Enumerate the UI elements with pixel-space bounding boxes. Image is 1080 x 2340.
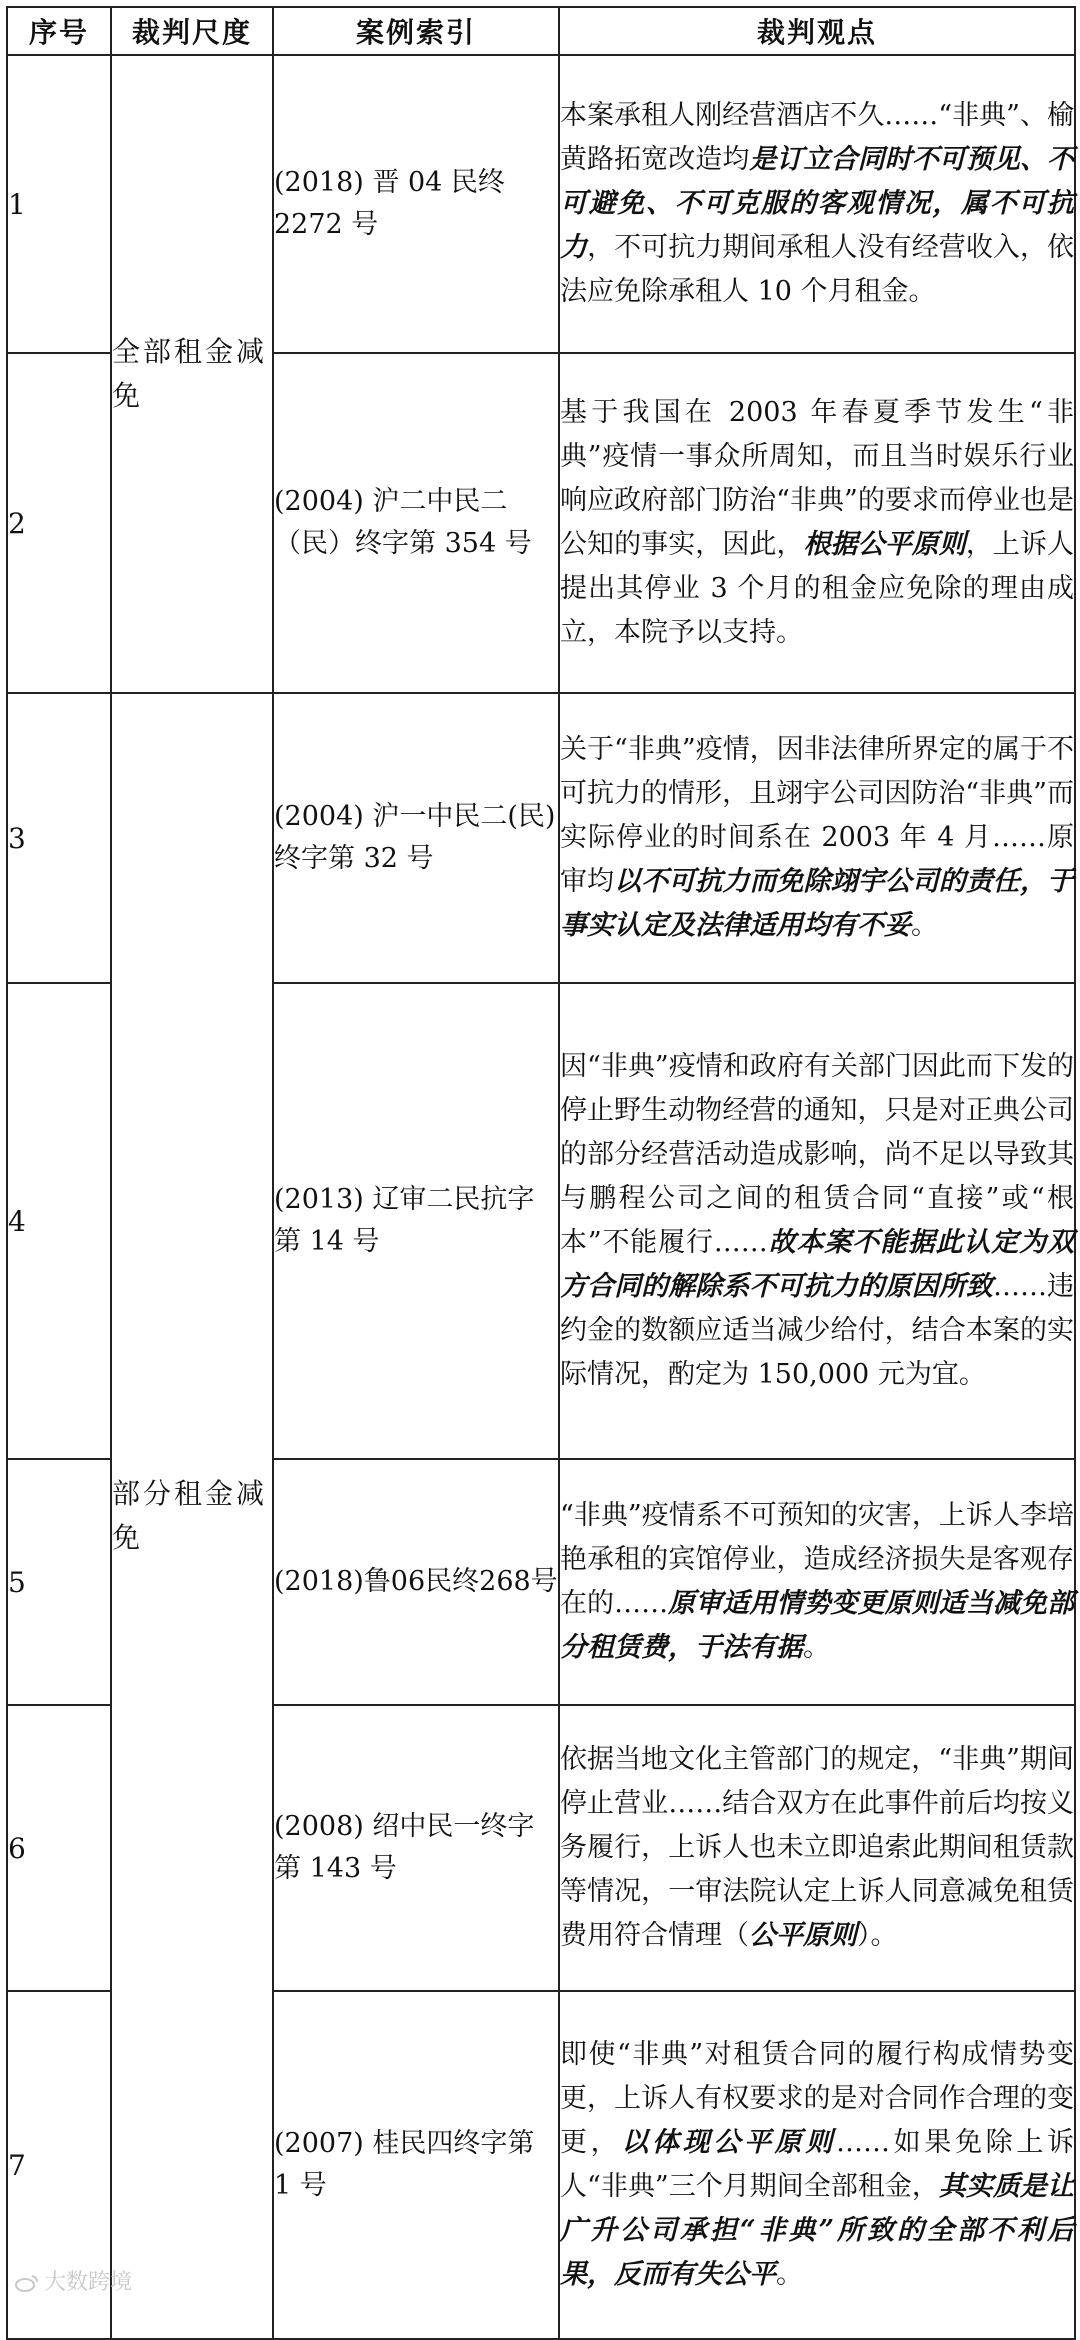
row-number: 6 [7, 1705, 111, 1991]
header-judgment-view: 裁判观点 [559, 7, 1075, 55]
judgment-view-emphasis: 是订立合同时不可预见、不可避免、不可克服的客观情况，属不可抗力 [560, 144, 1075, 263]
judgment-view-text: 关于“非典”疫情，因非法律所界定的属于不可抗力的情形，且翊宇公司因防治“非典”而实际停业的时间系在 2003 年 4 月……原审均 [560, 734, 1074, 897]
judgment-view [559, 1991, 1075, 2339]
case-reference: (2013) 辽审二民抗字第 14 号 [273, 983, 559, 1459]
judgment-view-text: ）。 [857, 1920, 898, 1951]
scale-full-rent-waiver: 全部租金减免 [111, 55, 273, 693]
judgment-view-emphasis: 公平原则 [749, 1920, 857, 1951]
watermark [14, 2265, 132, 2296]
judgment-view-text: 因“非典”疫情和政府有关部门因此而下发的停止野生动物经营的通知，只是对正典公司的部分经营活动造成影响，尚不足以导致其与鹏程公司之间的租赁合同“直接”或“根本”不能履行…… [560, 1051, 1074, 1258]
row-number: 1 [7, 55, 111, 353]
judgment-view-emphasis: 其实质是让广升公司承担“非典”所致的全部不利后果，反而有失公平 [560, 2171, 1075, 2290]
row-number: 4 [7, 983, 111, 1459]
judgment-view-text: ，不可抗力期间承租人没有经营收入，依法应免除承租人 10 个月租金。 [560, 232, 1075, 307]
judgment-view-text: 。 [803, 1632, 830, 1663]
judgment-view-emphasis: 以不可抗力而免除翊宇公司的责任，于事实认定及法律适用均有不妥 [560, 866, 1075, 941]
case-reference: (2018)鲁06民终268号 [273, 1459, 559, 1705]
judgment-view [559, 1705, 1075, 1991]
judgment-view-text: ……如果免除上诉人“非典”三个月期间全部租金， [560, 2127, 1075, 2202]
table-row [7, 55, 1075, 353]
weibo-logo-icon [14, 2273, 40, 2293]
judgment-view-text: 即使“非典”对租赁合同的履行构成情势变更，上诉人有权要求的是对合同作合理的变更， [560, 2039, 1074, 2158]
judgment-view-text: “非典”疫情系不可预知的灾害，上诉人李培艳承租的宾馆停业，造成经济损失是客观存在的…… [560, 1500, 1074, 1619]
judgment-view [559, 693, 1075, 983]
judgment-view-text: 依据当地文化主管部门的规定，“非典”期间停止营业……结合双方在此事件前后均按义务履行，上诉人也未立即追索此期间租赁款等情况，一审法院认定上诉人同意减免租赁费用符合情理（ [560, 1744, 1074, 1951]
judgment-view-emphasis: 故本案不能据此认定为双方合同的解除系不可抗力的原因所致 [560, 1227, 1074, 1302]
judgment-view-text: 基于我国在 2003 年春夏季节发生“非典”疫情一事众所周知，而且当时娱乐行业响应政府部门防治“非典”的要求而停业也是公知的事实，因此， [560, 397, 1074, 560]
case-reference: (2018) 晋 04 民终 2272 号 [273, 55, 559, 353]
case-reference: (2004) 沪二中民二（民）终字第 354 号 [273, 353, 559, 693]
judgment-view-text: ，上诉人提出其停业 3 个月的租金应免除的理由成立，本院予以支持。 [560, 529, 1075, 648]
judgment-view [559, 55, 1075, 353]
watermark-text: 大数跨境 [44, 2270, 133, 2295]
judgment-view-emphasis: 根据公平原则 [803, 529, 966, 560]
table-header-row [7, 7, 1075, 55]
row-number: 3 [7, 693, 111, 983]
case-reference: (2004) 沪一中民二(民)终字第 32 号 [273, 693, 559, 983]
case-table [6, 6, 1076, 2340]
scale-partial-rent-waiver: 部分租金减免 [111, 693, 273, 2339]
row-number: 7 [7, 1991, 111, 2339]
header-number: 序号 [7, 7, 111, 55]
header-case-reference: 案例索引 [273, 7, 559, 55]
judgment-view-text: 。 [776, 2259, 803, 2290]
case-reference: (2007) 桂民四终字第 1 号 [273, 1991, 559, 2339]
judgment-view-emphasis: 以体现公平原则 [621, 2127, 837, 2158]
header-judgment-scale: 裁判尺度 [111, 7, 273, 55]
judgment-view-text: 本案承租人刚经营酒店不久……“非典”、榆黄路拓宽改造均 [560, 100, 1074, 175]
case-reference: (2008) 绍中民一终字第 143 号 [273, 1705, 559, 1991]
judgment-view [559, 353, 1075, 693]
table-row [7, 693, 1075, 983]
row-number: 5 [7, 1459, 111, 1705]
judgment-view-text: ……违约金的数额应适当减少给付，结合本案的实际情况，酌定为 150,000 元为宜。 [560, 1271, 1075, 1390]
judgment-view [559, 1459, 1075, 1705]
row-number: 2 [7, 353, 111, 693]
judgment-view [559, 983, 1075, 1459]
judgment-view-text: 。 [911, 910, 938, 941]
judgment-view-emphasis: 原审适用情势变更原则适当减免部分租赁费，于法有据 [560, 1588, 1075, 1663]
